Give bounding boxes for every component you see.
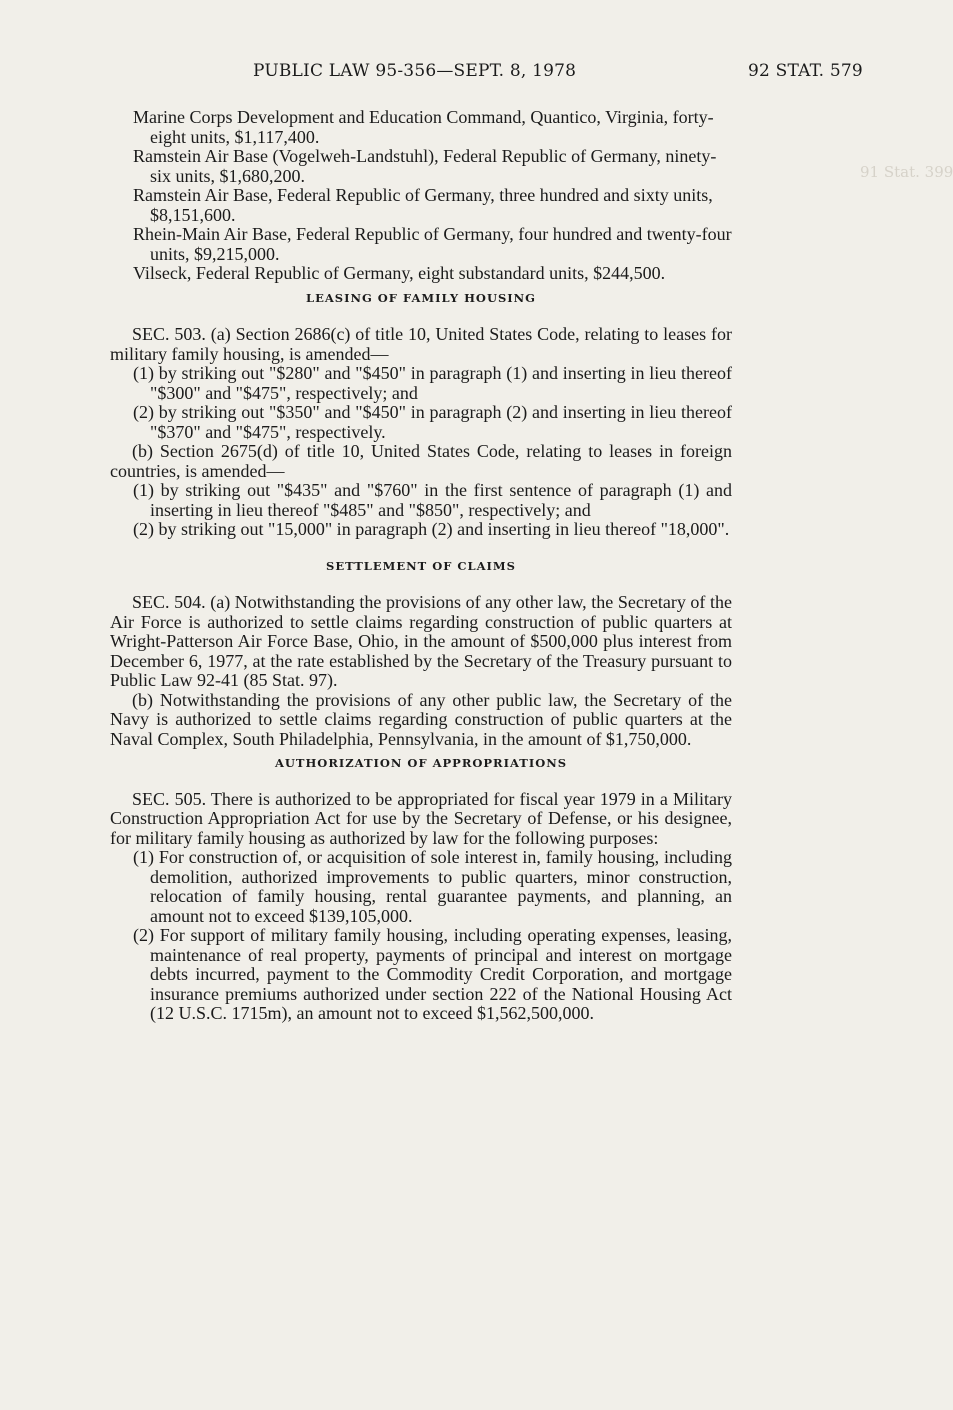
sec503-a-item: (2) by striking out "$350" and "$450" in paragraph (2) and inserting in lieu thereof "$370" and "$475", respectively. [133,402,732,442]
housing-entry: Vilseck, Federal Republic of Germany, eight substandard units, $244,500. [133,263,666,283]
sec505-item: (1) For construction of, or acquisition of sole interest in, family housing, including demolition, authorized improvements to public quarters, minor construction, relocation of family housing, rental guarantee payments, and planning, an amount not to exceed $139,105,000. [133,847,732,926]
sec504-b: (b) Notwithstanding the provisions of any other public law, the Secretary of the Navy is authorized to settle claims regarding construction of public quarters at the Naval Complex, South Philadelphia, Pennsylvania, in the amount of $1,750,000. [110,689,732,749]
sec503-b-item: (2) by striking out "15,000" in paragraph (2) and inserting in lieu thereof "18,000". [133,519,730,539]
section-heading-leasing: LEASING OF FAMILY HOUSING [306,290,536,305]
sec503-a-intro: SEC. 503. (a) Section 2686(c) of title 10, United States Code, relating to leases for military family housing, is amended— [110,324,732,364]
section-heading-authorization: AUTHORIZATION OF APPROPRIATIONS [274,756,568,770]
housing-entry: Rhein-Main Air Base, Federal Republic of Germany, four hundred and twenty-four units, $9,215,000. [133,224,732,264]
header-title: PUBLIC LAW 95-356—SEPT. 8, 1978 [253,61,577,81]
sec504-a: SEC. 504. (a) Notwithstanding the provisions of any other law, the Secretary of the Air Force is authorized to settle claims regarding construction of public quarters at Wright-Patterson Air Force Base, Ohio, in the amount of $500,000 plus interest from December 6, 1977, at the rate established by the Secretary of the Treasury pursuant to Public Law 92-41 (85 Stat. 97). [110,592,732,690]
housing-entry: Marine Corps Development and Education Command, Quantico, Virginia, forty-eight units, $1,117,400. [133,107,714,147]
housing-entry: Ramstein Air Base, Federal Republic of Germany, three hundred and sixty units, $8,151,600. [133,185,713,225]
housing-entry: Ramstein Air Base (Vogelweh-Landstuhl), Federal Republic of Germany, ninety-six units, $1,680,200. [133,146,717,186]
section-heading-settlement: SETTLEMENT OF CLAIMS [326,558,516,573]
sec503-a-item: (1) by striking out "$280" and "$450" in paragraph (1) and inserting in lieu thereof "$300" and "$475", respectively; and [133,363,732,403]
page-header [0,61,943,87]
sec503-b-item: (1) by striking out "$435" and "$760" in the first sentence of paragraph (1) and inserting in lieu thereof "$485" and "$850", respectively; and [133,480,732,520]
bleed-through-margin-note: 91 Stat. 399 [860,163,953,181]
sec505-item: (2) For support of military family housing, including operating expenses, leasing, maintenance of real property, payments of principal and interest on mortgage debts incurred, payment to the Commodity Credit Corporation, and mortgage insurance premiums authorized under section 222 of the National Housing Act (12 U.S.C. 1715m), an amount not to exceed $1,562,500,000. [133,925,732,1023]
sec503-b-intro: (b) Section 2675(d) of title 10, United States Code, relating to leases in foreign countries, is amended— [110,441,732,481]
statute-page-number: 92 STAT. 579 [748,61,863,81]
sec505-intro: SEC. 505. There is authorized to be appropriated for fiscal year 1979 in a Military Construction Appropriation Act for use by the Secretary of Defense, or his designee, for military family housing as authorized by law for the following purposes: [110,788,732,848]
document-body [110,108,732,1024]
